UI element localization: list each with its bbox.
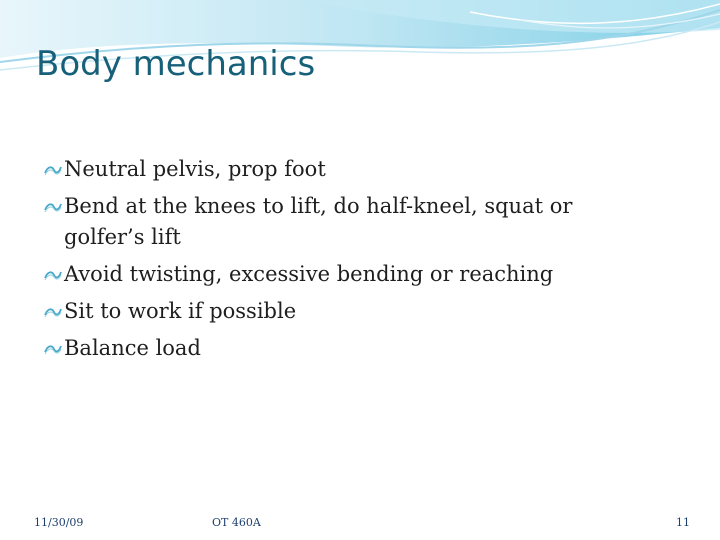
- bullet-text: Neutral pelvis, prop foot: [64, 157, 326, 181]
- bullet-text: Avoid twisting, excessive bending or reaching: [64, 262, 554, 286]
- list-item: [44, 191, 644, 253]
- list-item: [44, 259, 644, 290]
- wave-bullet-icon: [44, 342, 62, 356]
- wave-bullet-icon: [44, 163, 62, 177]
- wave-bullet-icon: [44, 305, 62, 319]
- footer-date: 11/30/09: [34, 516, 84, 529]
- bullet-text: Bend at the knees to lift, do half-kneel, squat or golfer’s lift: [64, 194, 573, 249]
- list-item: [44, 333, 644, 364]
- wave-bullet-icon: [44, 268, 62, 282]
- list-item: [44, 296, 644, 327]
- bullet-text: Balance load: [64, 336, 201, 360]
- footer-page-number: 11: [676, 516, 690, 529]
- list-item: [44, 154, 644, 185]
- wave-bullet-icon: [44, 200, 62, 214]
- footer-course: OT 460A: [212, 516, 261, 529]
- bullet-text: Sit to work if possible: [64, 299, 297, 323]
- slide-title: Body mechanics: [36, 44, 316, 84]
- bullet-list: [44, 154, 644, 370]
